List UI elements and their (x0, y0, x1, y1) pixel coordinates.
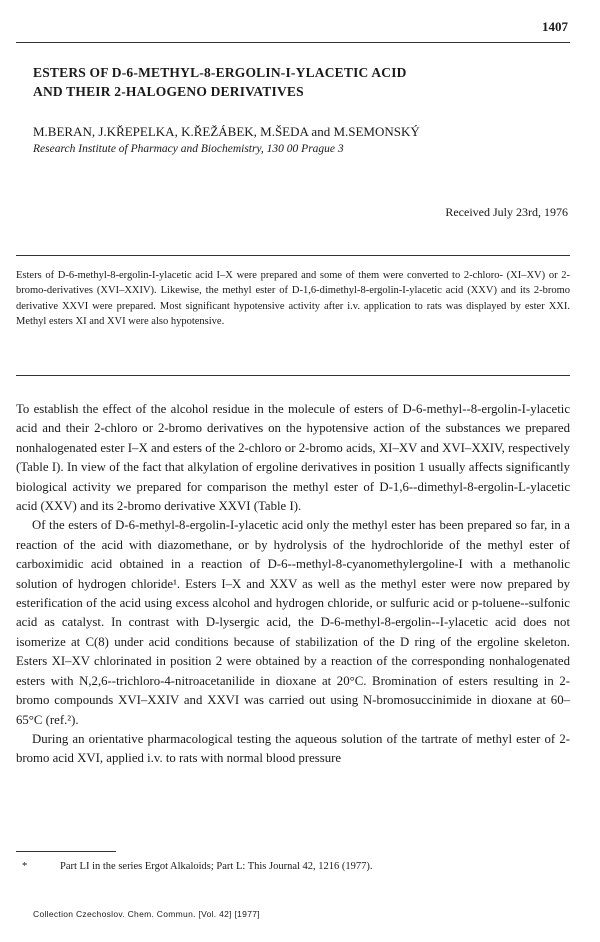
article-title (33, 63, 573, 101)
footnote-rule (16, 851, 116, 852)
authors: M.BERAN, J.KŘEPELKA, K.ŘEŽÁBEK, M.ŠEDA and M.SEMONSKÝ (33, 124, 420, 139)
body-paragraph-1: To establish the effect of the alcohol residue in the molecule of esters of D-6-methyl--8-ergolin-I-ylacetic acid and their 2-chloro or 2-bromo derivatives on the hypotensive action of the substances we prepared nonhalogenated ester I–X and esters of the 2-chloro or 2-bromo acids, XI–XV and XVI–XXIV, respectively (Table I). In view of the fact that alkylation of ergoline derivatives in position 1 usually affects significantly biological activity we prepared for comparison the methyl ester of D-1,6--dimethyl-8-ergolin-L-ylacetic acid (XXV) and its 2-bromo derivative XXVI (Table I). (16, 402, 570, 514)
header-rule (16, 42, 570, 43)
footnote-text: Part LI in the series Ergot Alkaloids; Part L: This Journal 42, 1216 (1977). (60, 861, 373, 872)
title-line-1: ESTERS OF D-6-METHYL-8-ERGOLIN-I-YLACETIC ACID (33, 65, 407, 80)
journal-footer: Collection Czechoslov. Chem. Commun. [Vol. 42] [1977] (33, 909, 260, 919)
body-text (16, 400, 570, 769)
abstract-top-rule (16, 255, 570, 256)
abstract: Esters of D-6-methyl-8-ergolin-I-ylacetic acid I–X were prepared and some of them were converted to 2-chloro- (XI–XV) or 2-bromo-derivatives (XVI–XXIV). Likewise, the methyl ester of D-1,6-dimethyl-8-ergolin-I-ylacetic acid (XXV) and its 2-bromo derivative XXVI were prepared. Most significant hypotensive activity after i.v. application to rats was displayed by ester XXI. Methyl esters XI and XVI were also hypotensive. (16, 270, 570, 327)
affiliation: Research Institute of Pharmacy and Biochemistry, 130 00 Prague 3 (33, 143, 344, 155)
body-paragraph-3: During an orientative pharmacological testing the aqueous solution of the tartrate of methyl ester of 2-bromo acid XVI, applied i.v. to rats with normal blood pressure (16, 731, 570, 766)
abstract-bottom-rule (16, 375, 570, 376)
footnote (22, 861, 572, 872)
body-paragraph-2: Of the esters of D-6-methyl-8-ergolin-I-ylacetic acid only the methyl ester has been prepared so far, in a reaction of the acid with diazomethane, or by hydrolysis of the hydrochloride of the methyl ester of carboximidic acid obtained in a reaction of D-6--methyl-8-cyanomethylergoline-I with a methanolic solution of hydrogen chloride¹. Esters I–X and XXV as well as the methyl ester were now prepared by esterification of the acid using excess alcohol and hydrogen chloride, or sulfuric acid or p-toluene--sulfonic acid as catalyst. In contrast with D-lysergic acid, the D-6-methyl-8-ergolin--I-ylacetic acid does not isomerize at C(8) under acid conditions because of stabilization of the D ring of the ergoline skeleton. Esters XI–XV chlorinated in position 2 were obtained by a reaction of the corresponding nonhalogenated esters with N,2,6--trichloro-4-nitroacetanilide in dioxane at 20°C. Bromination of esters resulting in 2-bromo compounds XVI–XXIV and XXVI was carried out using N-bromosuccinimide in dioxane at 60–65°C (ref.²). (16, 518, 570, 727)
title-line-2: AND THEIR 2-HALOGENO DERIVATIVES (33, 84, 304, 99)
received-date: Received July 23rd, 1976 (445, 205, 568, 219)
page-number: 1407 (542, 19, 568, 34)
footnote-mark: * (22, 861, 28, 872)
